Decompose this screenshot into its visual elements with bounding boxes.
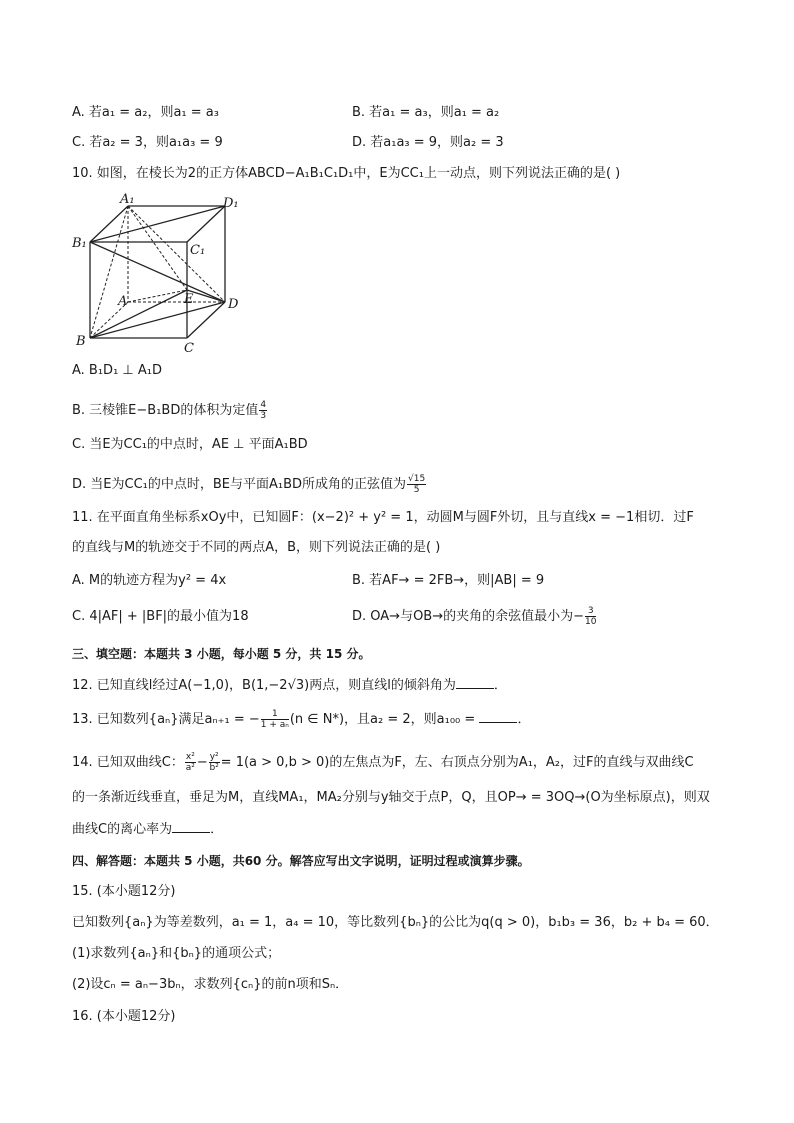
q14-post: = 1(a > 0,b > 0)的左焦点为F，左、右顶点分别为A₁，A₂，过F的直线与双曲线C <box>220 755 694 770</box>
q9-option-b: B. 若a₁ = a₃，则a₁ = a₂ <box>352 105 500 120</box>
minus-sign: − <box>196 755 208 770</box>
label-d: D <box>228 297 239 312</box>
answer-blank <box>456 676 494 689</box>
fraction-denominator: b² <box>209 763 219 773</box>
fraction-denominator: a² <box>185 763 195 773</box>
q11-option-c: C. 4|AF| + |BF|的最小值为18 <box>72 609 249 624</box>
fraction-denominator: 5 <box>413 485 420 495</box>
fraction-numerator: 3 <box>585 606 596 617</box>
q14-line3-text: 曲线C的离心率为 <box>72 822 173 837</box>
label-b: B <box>76 334 86 349</box>
label-c1: C₁ <box>190 243 206 258</box>
q10-option-b-text: B. 三棱锥E−B₁BD的体积为定值 <box>72 403 259 418</box>
label-a: A <box>118 294 128 309</box>
q12 <box>72 676 507 695</box>
q10-option-b <box>72 400 268 421</box>
fraction <box>185 752 196 773</box>
fraction-numerator: y² <box>209 752 219 762</box>
q9-option-c: C. 若a₂ = 3，则a₁a₃ = 9 <box>72 135 223 150</box>
answer-blank <box>172 820 210 833</box>
q14-line1 <box>72 752 694 773</box>
fraction <box>261 709 289 730</box>
label-c: C <box>184 341 194 355</box>
period: ． <box>517 712 531 727</box>
q10-option-a: A. B₁D₁ ⊥ A₁D <box>72 363 162 378</box>
label-a1: A₁ <box>120 192 135 207</box>
label-b1: B₁ <box>72 236 87 251</box>
fraction-numerator: 1 <box>261 709 289 720</box>
q11-option-d-text: D. OA→与OB→的夹角的余弦值最小为− <box>352 609 585 624</box>
fraction <box>209 752 220 773</box>
fraction-denominator: 1 + aₙ <box>260 720 289 730</box>
q11-stem-line1: 11. 在平面直角坐标系xOy中，已知圆F：(x−2)² + y² = 1，动圆M与圆F外切，且与直线x = −1相切．过F <box>72 510 694 525</box>
period: ． <box>493 678 507 693</box>
answer-blank <box>479 710 517 723</box>
fraction-numerator: √15 <box>408 474 426 484</box>
q14-line2: 的一条渐近线垂直，垂足为M，直线MA₁，MA₂分别与y轴交于点P，Q，且OP→ = 3OQ→(O为坐标原点)，则双 <box>72 790 710 805</box>
q10-option-c: C. 当E为CC₁的中点时，AE ⊥ 平面A₁BD <box>72 437 308 452</box>
q15-heading: 15. (本小题12分) <box>72 884 176 899</box>
q15-part-2: (2)设cₙ = aₙ−3bₙ，求数列{cₙ}的前n项和Sₙ． <box>72 977 349 992</box>
q10-option-d <box>72 474 427 495</box>
cube-figure <box>70 190 260 355</box>
q13-pre: 13. 已知数列{aₙ}满足aₙ₊₁ = − <box>72 712 260 727</box>
q12-text: 12. 已知直线l经过A(−1,0)，B(1,−2√3)两点，则直线l的倾斜角为 <box>72 678 456 693</box>
fraction <box>585 606 596 627</box>
q11-stem-line2: 的直线与M的轨迹交于不同的两点A，B，则下列说法正确的是( ) <box>72 540 441 555</box>
q10-stem: 10. 如图，在棱长为2的正方体ABCD−A₁B₁C₁D₁中，E为CC₁上一动点，则下列说法正确的是( ) <box>72 166 621 181</box>
q11-option-a: A. M的轨迹方程为y² = 4x <box>72 573 227 588</box>
fraction <box>259 400 267 421</box>
fraction-denominator: 10 <box>585 617 597 627</box>
q11-option-d <box>352 606 597 627</box>
q11-option-b: B. 若AF→ = 2FB→，则|AB| = 9 <box>352 573 545 588</box>
q9-option-a: A. 若a₁ = a₂，则a₁ = a₃ <box>72 105 219 120</box>
section-4-heading: 四、解答题：本题共 5 小题，共60 分。解答应写出文字说明，证明过程或演算步骤。 <box>72 854 530 868</box>
fraction-denominator: 3 <box>260 411 267 421</box>
q13 <box>72 709 530 730</box>
q15-stem: 已知数列{aₙ}为等差数列，a₁ = 1，a₄ = 10，等比数列{bₙ}的公比为q(q > 0)，b₁b₃ = 36，b₂ + b₄ = 60． <box>72 915 719 930</box>
label-d1: D₁ <box>223 196 239 211</box>
q14-line3 <box>72 820 223 839</box>
section-3-heading: 三、填空题：本题共 3 小题，每小题 5 分，共 15 分。 <box>72 647 371 661</box>
q15-part-1: (1)求数列{aₙ}和{bₙ}的通项公式； <box>72 946 281 961</box>
label-e: E <box>184 292 194 307</box>
fraction-numerator: x² <box>185 752 195 762</box>
period: ． <box>210 822 224 837</box>
q14-pre: 14. 已知双曲线C： <box>72 755 184 770</box>
q10-option-d-text: D. 当E为CC₁的中点时，BE与平面A₁BD所成角的正弦值为 <box>72 477 407 492</box>
fraction <box>407 474 426 495</box>
fraction-numerator: 4 <box>260 400 267 410</box>
q16-heading: 16. (本小题12分) <box>72 1009 176 1024</box>
q13-post: (n ∈ N*)，且a₂ = 2，则a₁₀₀ = <box>289 712 476 727</box>
q9-option-d: D. 若a₁a₃ = 9，则a₂ = 3 <box>352 135 504 150</box>
